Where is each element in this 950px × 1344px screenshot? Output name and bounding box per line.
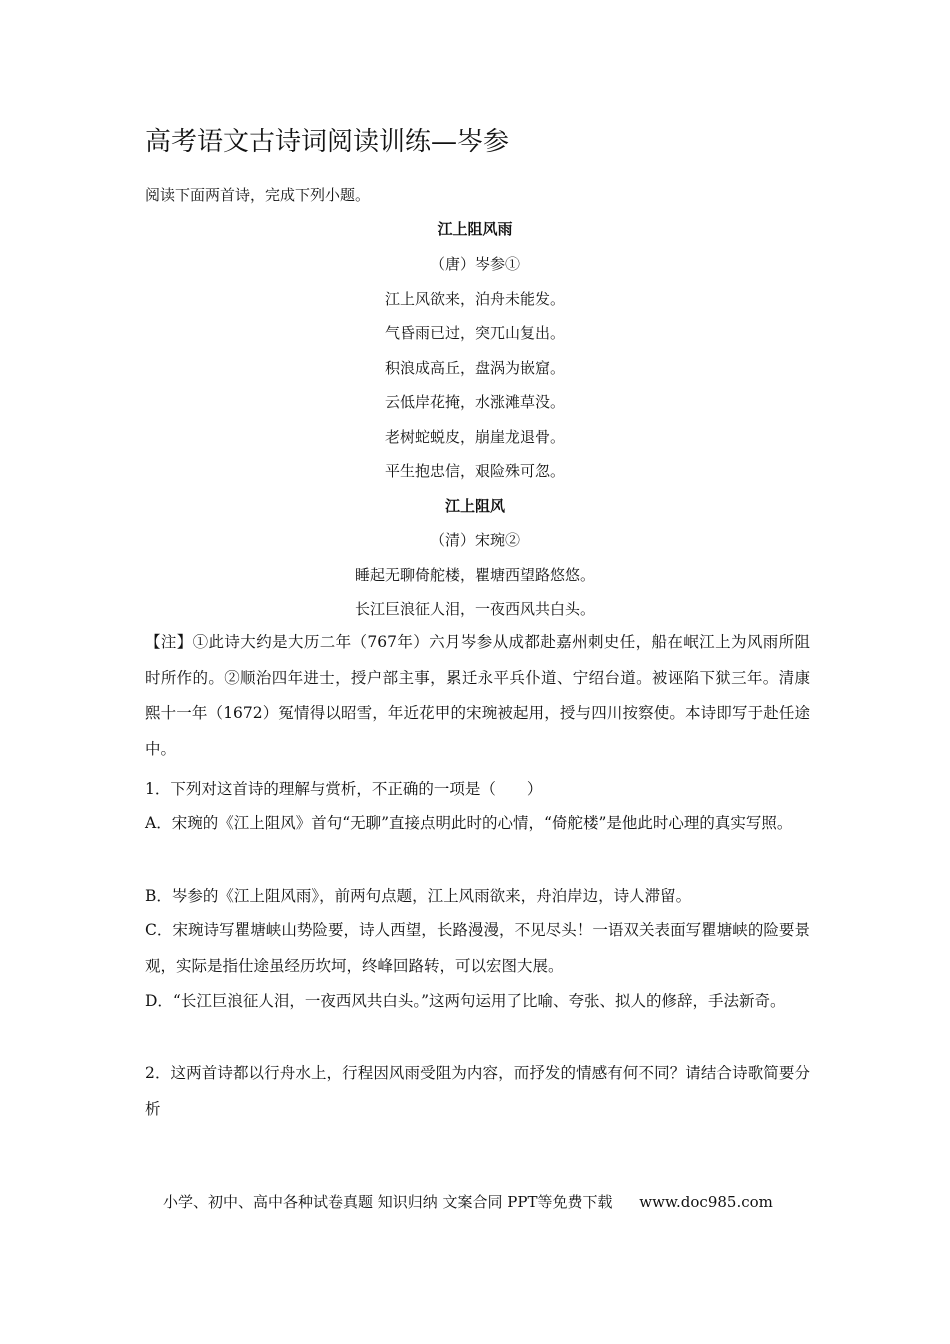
question-2: 2．这两首诗都以行舟水上，行程因风雨受阻为内容，而抒发的情感有何不同？请结合诗歌简要分析 (145, 1064, 810, 1118)
poem1-line: 平生抱忠信，艰险殊可忽。 (384, 462, 565, 480)
option-d: D．“长江巨浪征人泪，一夜西风共白头。”这两句运用了比喻、夸张、拟人的修辞，手法新奇。 (145, 992, 786, 1010)
footer-text: 小学、初中、高中各种试卷真题 知识归纳 文案合同 PPT等免费下载 (163, 1193, 613, 1211)
poem1-author: （唐）岑参① (429, 255, 520, 273)
poem1-line: 江上风欲来，泊舟未能发。 (384, 290, 565, 308)
footer-url[interactable]: www.doc985.com (639, 1193, 773, 1211)
poem1-line: 气昏雨已过，突兀山复出。 (384, 324, 565, 342)
page-title: 高考语文古诗词阅读训练—岑参 (145, 127, 510, 157)
poem2-author: （清）宋琬② (429, 531, 520, 549)
poem2-title: 江上阻风 (444, 497, 505, 515)
option-b: B．岑参的《江上阻风雨》，前两句点题，江上风雨欲来，舟泊岸边，诗人滞留。 (145, 887, 692, 905)
poem2-line: 长江巨浪征人泪，一夜西风共白头。 (354, 600, 595, 618)
option-c: C．宋琬诗写瞿塘峡山势险要，诗人西望，长路漫漫，不见尽头！一语双关表面写瞿塘峡的险要景观，实际是指仕途虽经历坎坷，终峰回路转，可以宏图大展。 (145, 921, 810, 975)
poem1-title: 江上阻风雨 (437, 220, 513, 238)
question-1-stem: 1．下列对这首诗的理解与赏析，不正确的一项是（ ） (145, 780, 543, 798)
poem1-line: 云低岸花掩，水涨滩草没。 (384, 393, 565, 411)
poem2-line: 睡起无聊倚舵楼，瞿塘西望路悠悠。 (354, 566, 595, 584)
annotation-note: 【注】①此诗大约是大历二年（767年）六月岑参从成都赴嘉州刺史任，船在岷江上为风雨所阻时所作的。②顺治四年进士，授户部主事，累迁永平兵仆道、宁绍台道。被诬陷下狱三年。清康熙十一年（1672）冤情得以昭雪，年近花甲的宋琬被起用，授与四川按察使。本诗即写于赴任途中。 (145, 633, 810, 758)
poem1-line: 老树蛇蜕皮，崩崖龙退骨。 (384, 428, 565, 446)
poem1-line: 积浪成高丘，盘涡为嵌窟。 (384, 359, 565, 377)
page-footer (163, 1190, 773, 1214)
instructions: 阅读下面两首诗，完成下列小题。 (145, 186, 371, 204)
option-a: A．宋琬的《江上阻风》首句“无聊”直接点明此时的心情，“倚舵楼”是他此时心理的真实写照。 (145, 814, 793, 832)
